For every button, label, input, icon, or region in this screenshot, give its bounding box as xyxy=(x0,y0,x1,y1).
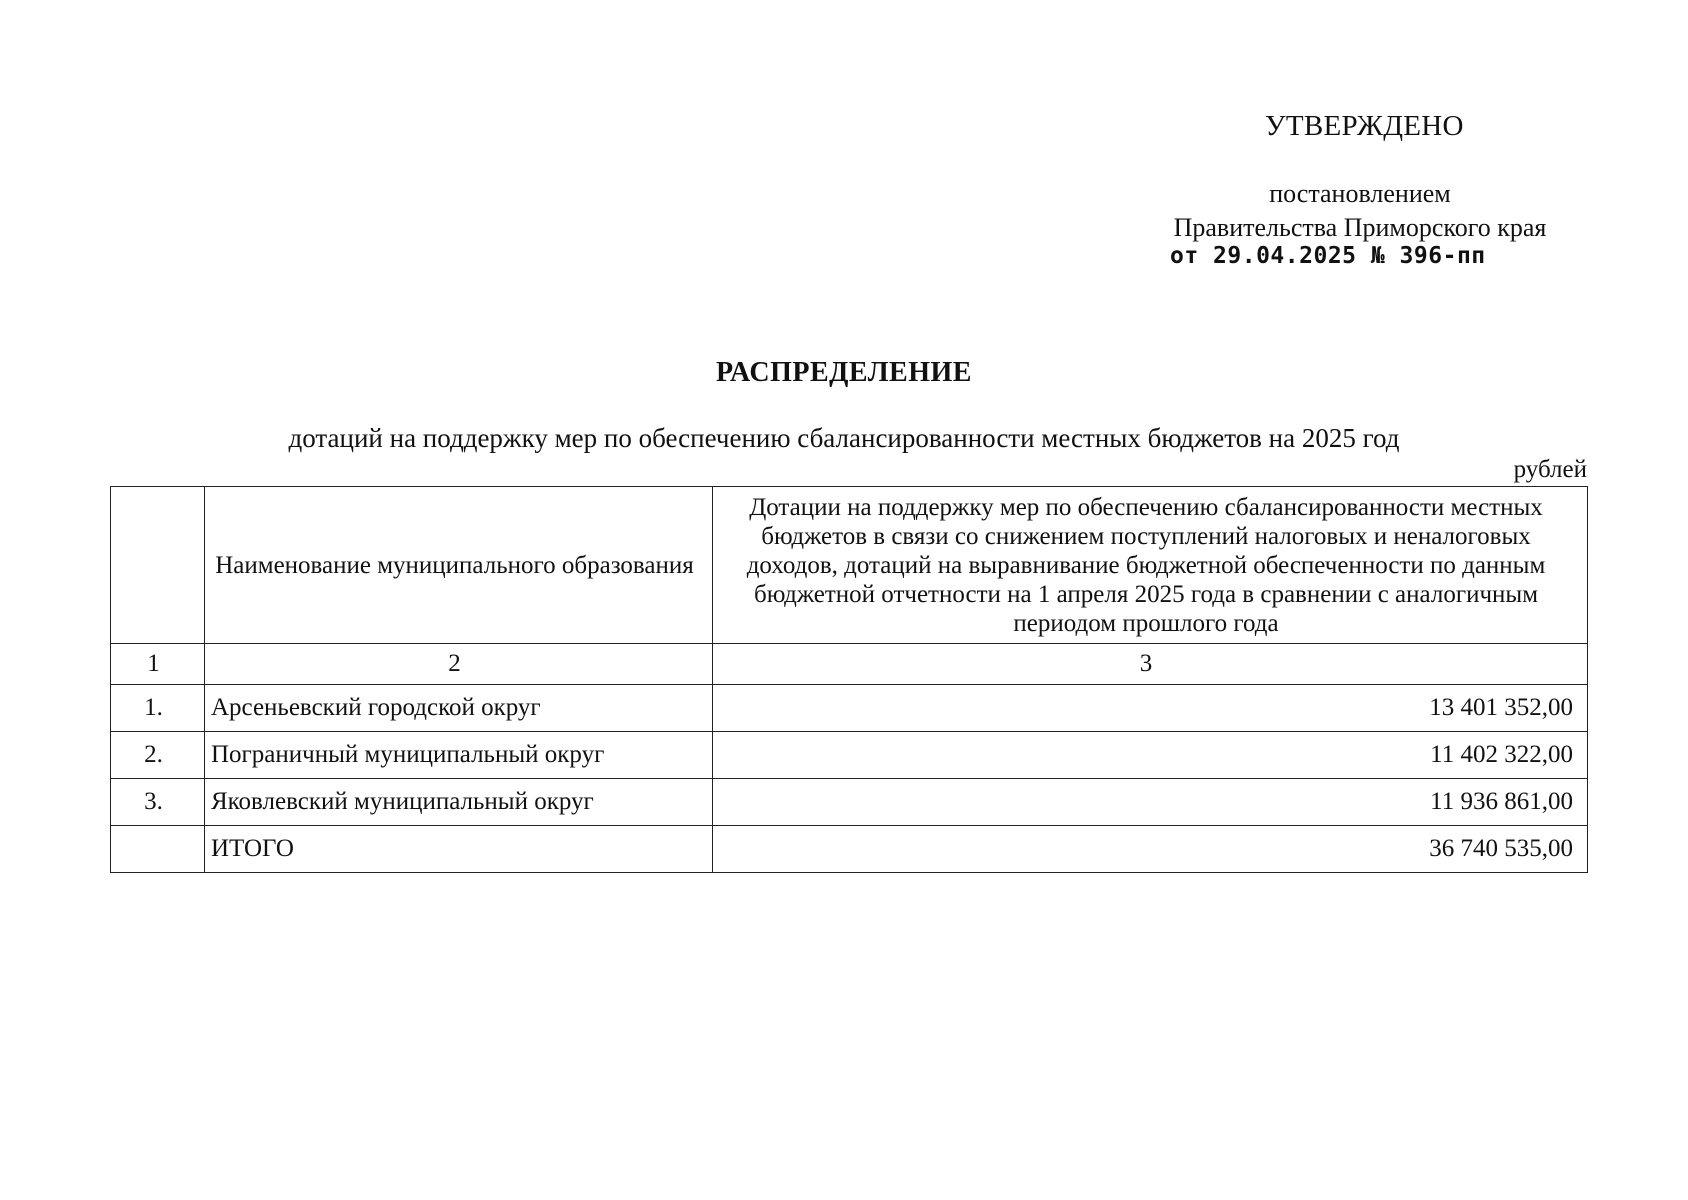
subsidy-amount: 11 402 322,00 xyxy=(713,732,1588,779)
column-number: 3 xyxy=(713,644,1588,685)
municipality-name: Арсеньевский городской округ xyxy=(205,685,713,732)
total-row xyxy=(111,826,1588,873)
column-number-row xyxy=(111,644,1588,685)
table-row xyxy=(111,732,1588,779)
document-subtitle: дотаций на поддержку мер по обеспечению сбалансированности местных бюджетов на 2025 год xyxy=(288,423,1400,453)
decree-reference xyxy=(1150,177,1570,245)
approval-label: УТВЕРЖДЕНО xyxy=(1265,110,1464,142)
subsidy-amount: 11 936 861,00 xyxy=(713,779,1588,826)
row-number: 2. xyxy=(111,732,205,779)
units-label: рублей xyxy=(1513,456,1587,483)
column-number: 1 xyxy=(111,644,205,685)
decree-date-number-stamp: от 29.04.2025 № 396-пп xyxy=(1170,243,1486,269)
header-name-text: Наименование муниципального образования xyxy=(215,551,694,579)
total-number xyxy=(111,826,205,873)
decree-line: постановлением xyxy=(1269,179,1451,208)
subsidy-amount: 13 401 352,00 xyxy=(713,685,1588,732)
municipality-name: Пограничный муниципальный округ xyxy=(205,732,713,779)
decree-line: Правительства Приморского края xyxy=(1173,213,1547,242)
header-cell-number xyxy=(111,487,205,644)
header-cell-amount xyxy=(713,487,1588,644)
municipality-name: Яковлевский муниципальный округ xyxy=(205,779,713,826)
distribution-table xyxy=(110,486,1588,873)
total-label: ИТОГО xyxy=(205,826,713,873)
header-cell-name xyxy=(205,487,713,644)
header-amount-text: Дотации на поддержку мер по обеспечению сбалансированности местных бюджетов в связи со снижением поступлений налоговых и неналоговых доходов, дотаций на выравнивание бюджетной обеспеченности по данным бюджетной отчетности на 1 апреля 2025 года в сравнении с аналогичным периодом прошлого года xyxy=(746,493,1546,637)
total-amount: 36 740 535,00 xyxy=(713,826,1588,873)
column-number: 2 xyxy=(205,644,713,685)
row-number: 1. xyxy=(111,685,205,732)
table-header-row xyxy=(111,487,1588,644)
document-title: РАСПРЕДЕЛЕНИЕ xyxy=(716,357,972,388)
table-row xyxy=(111,685,1588,732)
row-number: 3. xyxy=(111,779,205,826)
table-row xyxy=(111,779,1588,826)
